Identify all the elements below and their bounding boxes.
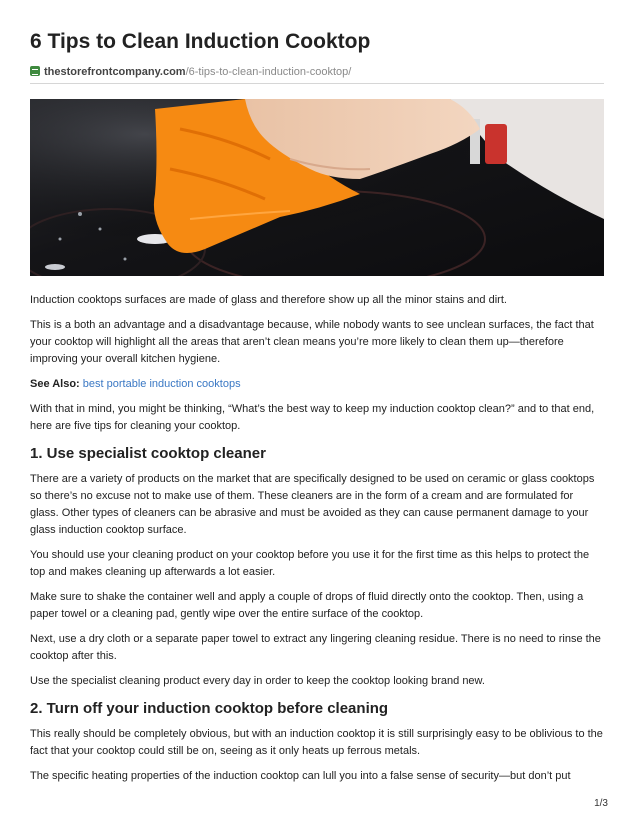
hero-image: [30, 99, 604, 276]
page-number: 1/3: [594, 798, 608, 809]
source-domain[interactable]: thestorefrontcompany.com: [44, 66, 186, 78]
see-also: [30, 376, 604, 393]
section-1-paragraph-3: Make sure to shake the container well and apply a couple of drops of fluid directly onto the cooktop. Then, using a paper towel or a cleaning pad, gently wipe over the entire surface of the cooktop.: [30, 591, 584, 620]
section-2-paragraph-1: This really should be completely obvious, but with an induction cooktop it is still surprisingly easy to be oblivious to the fact that your cooktop could still be on, seeing as it only heats up ferrous metals.: [30, 728, 603, 757]
source-line: [30, 66, 604, 84]
section-1-paragraph-5: Use the specialist cleaning product every day in order to keep the cooktop looking brand new.: [30, 675, 485, 687]
section-1-paragraph-2: You should use your cleaning product on your cooktop before you use it for the first time as this helps to protect the top and makes cleaning up afterwards a lot easier.: [30, 549, 590, 578]
site-favicon-icon: [30, 66, 40, 76]
section-1-heading: 1. Use specialist cooktop cleaner: [30, 445, 266, 462]
section-1-paragraph-4: Next, use a dry cloth or a separate paper towel to extract any lingering cleaning residue. There is no need to rinse the cooktop after this.: [30, 633, 601, 662]
hand-wiping-cooktop-photo-icon: [30, 99, 604, 276]
see-also-link[interactable]: best portable induction cooktops: [82, 378, 241, 390]
intro-paragraph-1: Induction cooktops surfaces are made of glass and therefore show up all the minor stains and dirt.: [30, 294, 507, 306]
intro-paragraph-3: With that in mind, you might be thinking, “What’s the best way to keep my induction cooktop clean?” and to that end, here are five tips for cleaning your cooktop.: [30, 403, 595, 432]
section-1-paragraph-1: There are a variety of products on the market that are specifically designed to be used on ceramic or glass cooktops so there’s no excuse not to make use of them. These cleaners are in the form of a cream and are formulated for glass. Other types of cleaners can be abrasive and must be avoided as they can cause permanent damage to your glass induction cooktop surface.: [30, 473, 595, 536]
see-also-label: See Also:: [30, 378, 80, 390]
intro-paragraph-2: This is a both an advantage and a disadvantage because, while nobody wants to see unclean surfaces, the fact that your cooktop will highlight all the areas that aren’t clean means you’re more likely to clean them up—therefore improving your overall kitchen hygiene.: [30, 319, 594, 365]
section-2-paragraph-2: The specific heating properties of the induction cooktop can lull you into a false sense of security—but don’t put: [30, 770, 571, 782]
page-title: 6 Tips to Clean Induction Cooktop: [30, 30, 371, 53]
source-path[interactable]: /6-tips-to-clean-induction-cooktop/: [185, 66, 352, 78]
article-body: [30, 292, 604, 793]
section-2-heading: 2. Turn off your induction cooktop before cleaning: [30, 700, 389, 717]
